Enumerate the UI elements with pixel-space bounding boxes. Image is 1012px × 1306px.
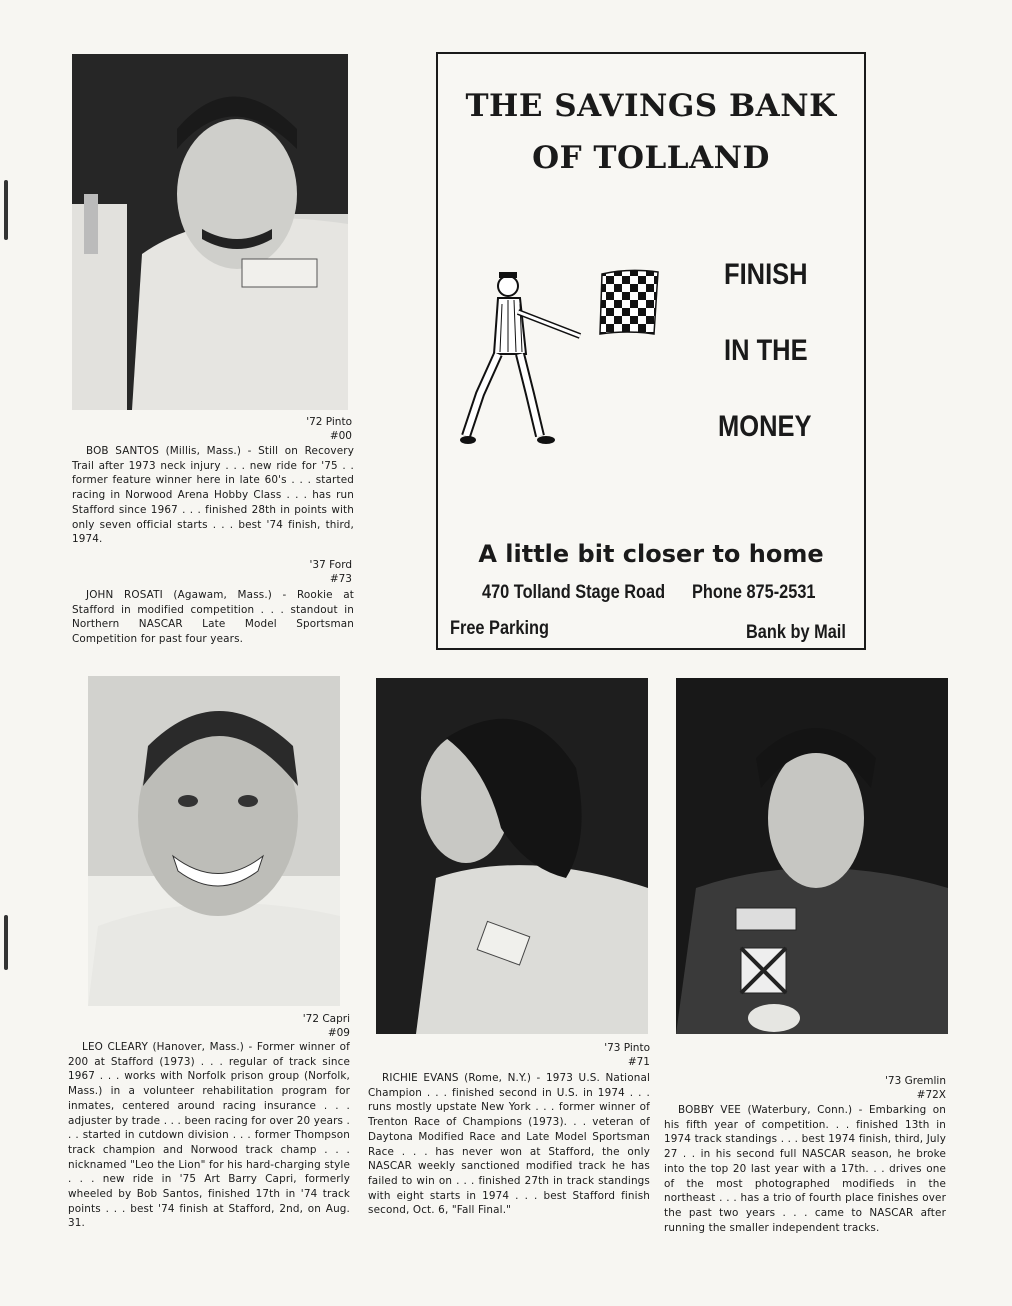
car-label-cleary: '72 Capri #09 — [302, 1013, 350, 1039]
ad-title-line2: OF TOLLAND — [532, 140, 770, 176]
ad-slogan-line3: MONEY — [718, 410, 812, 443]
ad-bank-by-mail: Bank by Mail — [746, 622, 846, 643]
checkered-flag-icon — [598, 268, 662, 340]
ad-free-parking: Free Parking — [450, 618, 549, 639]
car-label-evans: '73 Pinto #71 — [604, 1042, 650, 1068]
binder-mark-bottom — [4, 915, 8, 970]
driver-photo-vee — [676, 678, 948, 1034]
ad-title-line1: THE SAVINGS BANK — [465, 88, 837, 124]
ad-slogan-line1: FINISH — [724, 258, 808, 291]
flagman-illustration — [460, 264, 600, 449]
driver-photo-santos — [72, 54, 348, 410]
driver-bio-santos: BOB SANTOS (Millis, Mass.) - Still on Recovery Trail after 1973 neck injury . . . new ride for '75 . . former feature winner here in late 60's . . . started racing in Norwood Arena Hobby Class . . . has run Stafford since 1967 . . . finished 28th in points with only seven official starts . . . best '74 finish, third, 1974. — [72, 445, 354, 546]
binder-mark-top — [4, 180, 8, 240]
driver-bio-vee: BOBBY VEE (Waterbury, Conn.) - Embarking on his fifth year of competition. . . finished 13th in 1974 track standings . . . best 1974 finish, third, July 27 . . in his second full NASCAR season, he broke into the top 20 last year with a 17th. . . drives one of the most photographed modifieds in the northeast . . . has a trio of fourth place finishes over the past two years . . . came to NASCAR after running the smaller independent tracks. — [664, 1104, 946, 1234]
driver-bio-cleary: LEO CLEARY (Hanover, Mass.) - Former winner of 200 at Stafford (1973) . . . regular of track since 1967 . . . works with Norfolk prison group (Norfolk, Mass.) in a volunteer rehabilitation program for inmates, centered around racing insurance . . . adjuster by trade . . . been racing for over 20 years . . . started in cutdown division . . . former Thompson track champion and Norwood track champ . . . nicknamed "Leo the Lion" for his hard-charging style . . . new ride in '75 Art Barry Capri, formerly wheeled by Bob Santos, finished 17th in '74 track points . . . best '74 finish at Stafford, 2nd, on Aug. 31. — [68, 1041, 350, 1230]
car-label-santos: '72 Pinto #00 — [306, 416, 352, 442]
driver-bio-evans: RICHIE EVANS (Rome, N.Y.) - 1973 U.S. National Champion . . . finished second in U.S. in 1974 . . . runs mostly upstate New York . . . former winner of Trenton Race of Champions (1973). . . veteran of Daytona Modified Race and Late Model Sportsman Race . . . has never won at Stafford, the only NASCAR weekly sanctioned modified track he has failed to win on . . . finished 27th in track standings with eight starts in 1974 . . . best Stafford finish second, Oct. 6, "Fall Final." — [368, 1072, 650, 1217]
car-label-vee: '73 Gremlin #72X — [885, 1075, 946, 1101]
ad-address: 470 Tolland Stage Road — [482, 582, 666, 603]
bank-advertisement — [436, 52, 866, 650]
driver-photo-evans — [376, 678, 648, 1034]
driver-bio-rosati: JOHN ROSATI (Agawam, Mass.) - Rookie at Stafford in modified competition . . . standout in Northern NASCAR Late Model Sportsman Competition for past four years. — [72, 589, 354, 646]
ad-tagline: A little bit closer to home — [478, 540, 824, 568]
ad-slogan-line2: IN THE — [724, 334, 808, 367]
car-label-rosati: '37 Ford #73 — [309, 559, 352, 585]
ad-phone: Phone 875-2531 — [692, 582, 816, 603]
driver-photo-cleary — [88, 676, 340, 1006]
